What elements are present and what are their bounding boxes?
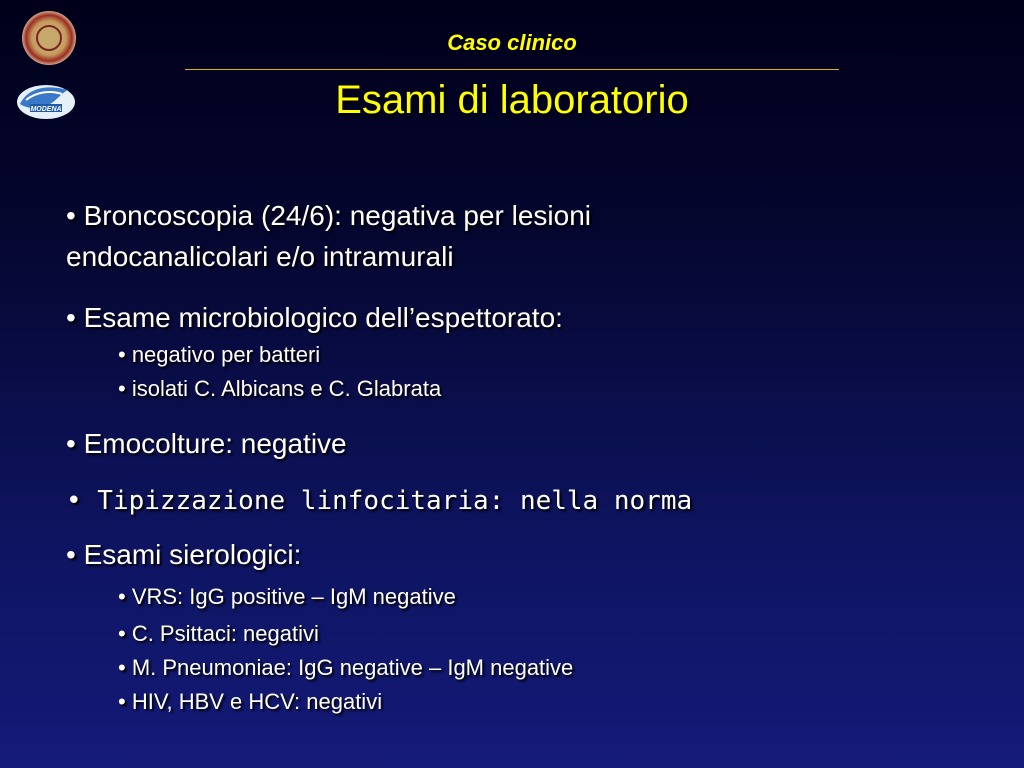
sub-bullet-isolati-candida: • isolati C. Albicans e C. Glabrata bbox=[118, 376, 442, 401]
bullet-esami-sierologici: • Esami sierologici: bbox=[66, 539, 302, 570]
bullet-broncoscopia-line2: endocanalicolari e/o intramurali bbox=[66, 241, 454, 272]
svg-text:MODENA: MODENA bbox=[30, 106, 62, 113]
bullet-emocolture: • Emocolture: negative bbox=[66, 428, 347, 459]
bullet-tipizzazione: • Tipizzazione linfocitaria: nella norma bbox=[66, 486, 693, 516]
header-divider bbox=[185, 69, 839, 70]
slide-subtitle: Caso clinico bbox=[447, 30, 577, 55]
bullet-esame-microbiologico: • Esame microbiologico dell’espettorato: bbox=[66, 302, 563, 333]
slide-title: Esami di laboratorio bbox=[335, 78, 689, 122]
sub-bullet-pneumoniae: • M. Pneumoniae: IgG negative – IgM negative bbox=[118, 655, 574, 680]
sub-bullet-hiv-hbv-hcv: • HIV, HBV e HCV: negativi bbox=[118, 689, 383, 714]
sub-bullet-psittaci: • C. Psittaci: negativi bbox=[118, 621, 319, 646]
sub-bullet-negativo-batteri: • negativo per batteri bbox=[118, 342, 321, 367]
bullet-broncoscopia-line1: • Broncoscopia (24/6): negativa per lesioni bbox=[66, 200, 591, 231]
sub-bullet-vrs: • VRS: IgG positive – IgM negative bbox=[118, 584, 456, 609]
